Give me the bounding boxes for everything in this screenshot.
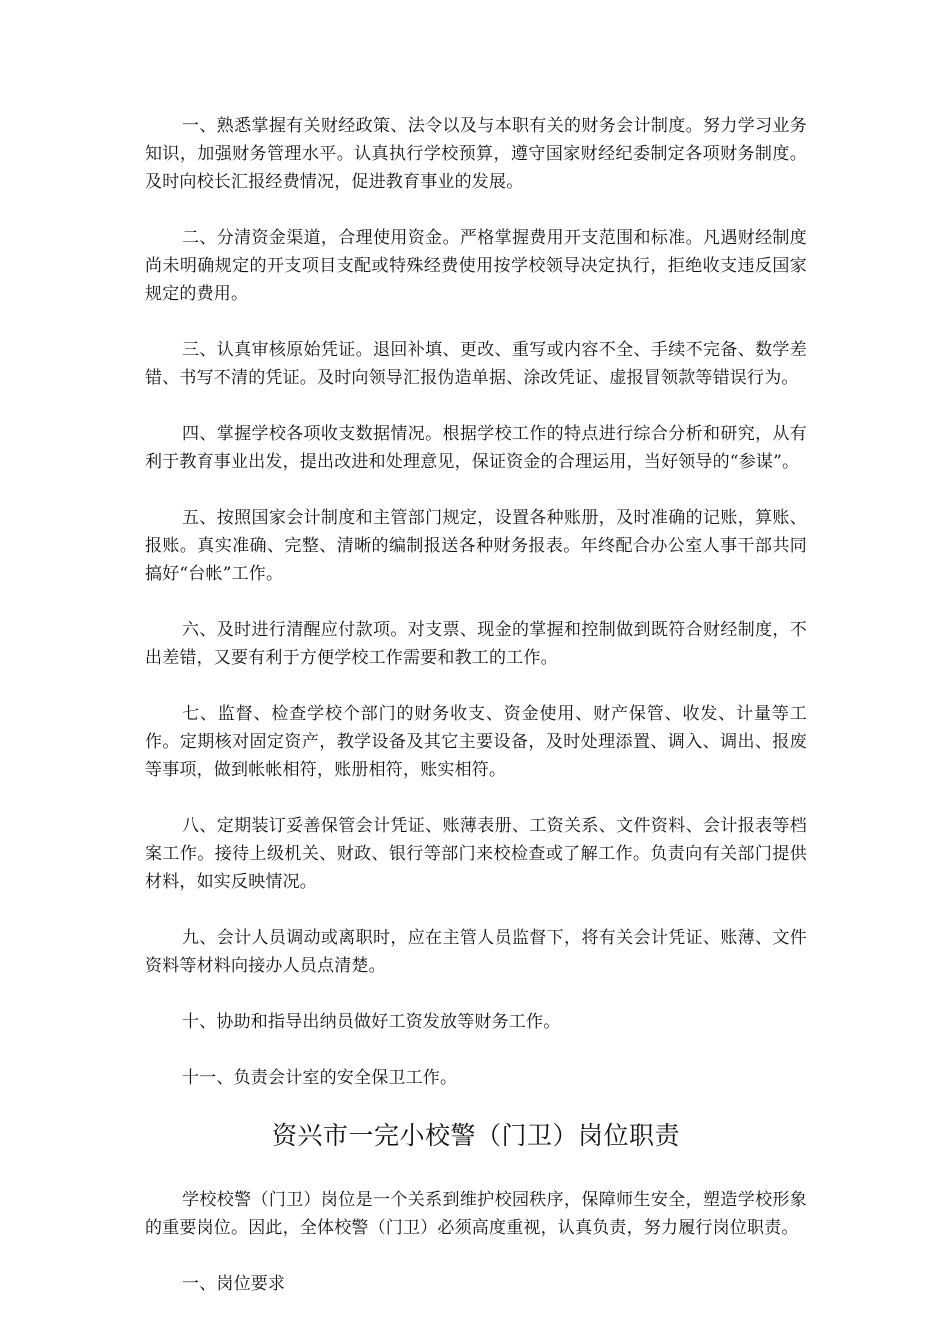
duty-paragraph-3: 三、认真审核原始凭证。退回补填、更改、重写或内容不全、手续不完备、数学差错、书写不清的凭证。及时向领导汇报伪造单据、涂改凭证、虚报冒领款等错误行为。: [145, 340, 807, 388]
duty-paragraph-4: 四、掌握学校各项收支数据情况。根据学校工作的特点进行综合分析和研究，从有利于教育事业出发，提出改进和处理意见，保证资金的合理运用，当好领导的“参谋”。: [145, 424, 807, 472]
duty-paragraph-5: 五、按照国家会计制度和主管部门规定，设置各种账册，及时准确的记账，算账、报账。真实准确、完整、清晰的编制报送各种财务报表。年终配合办公室人事干部共同搞好“台帐”工作。: [145, 508, 807, 584]
duty-paragraph-2: 二、分清资金渠道，合理使用资金。严格掌握费用开支范围和标准。凡遇财经制度尚未明确规定的开支项目支配或特殊经费使用按学校领导决定执行，拒绝收支违反国家规定的费用。: [145, 228, 807, 304]
section-title: 资兴市一完小校警（门卫）岗位职责: [271, 1121, 680, 1150]
duty-paragraph-11: 十一、负责会计室的安全保卫工作。: [182, 1068, 458, 1088]
duty-paragraph-6: 六、及时进行清醒应付款项。对支票、现金的掌握和控制做到既符合财经制度，不出差错，又要有利于方便学校工作需要和教工的工作。: [145, 620, 807, 668]
duty-paragraph-9: 九、会计人员调动或离职时，应在主管人员监督下，将有关会计凭证、账薄、文件资料等材料向接办人员点清楚。: [145, 928, 807, 976]
guard-subheading: 一、岗位要求: [182, 1274, 286, 1294]
duty-paragraph-7: 七、监督、检查学校个部门的财务收支、资金使用、财产保管、收发、计量等工作。定期核对固定资产，教学设备及其它主要设备，及时处理添置、调入、调出、报废等事项，做到帐帐相符，账册相符，账实相符。: [145, 704, 807, 780]
duty-paragraph-10: 十、协助和指导出纳员做好工资发放等财务工作。: [182, 1012, 561, 1032]
duty-paragraph-1: 一、熟悉掌握有关财经政策、法令以及与本职有关的财务会计制度。努力学习业务知识，加强财务管理水平。认真执行学校预算，遵守国家财经纪委制定各项财务制度。及时向校长汇报经费情况，促进教育事业的发展。: [145, 116, 807, 192]
guard-intro-paragraph: 学校校警（门卫）岗位是一个关系到维护校园秩序，保障师生安全，塑造学校形象的重要岗位。因此，全体校警（门卫）必须高度重视，认真负责，努力履行岗位职责。: [145, 1190, 807, 1238]
duty-paragraph-8: 八、定期装订妥善保管会计凭证、账薄表册、工资关系、文件资料、会计报表等档案工作。接待上级机关、财政、银行等部门来校检查或了解工作。负责向有关部门提供材料，如实反映情况。: [145, 816, 807, 892]
document-page: [145, 112, 807, 1326]
